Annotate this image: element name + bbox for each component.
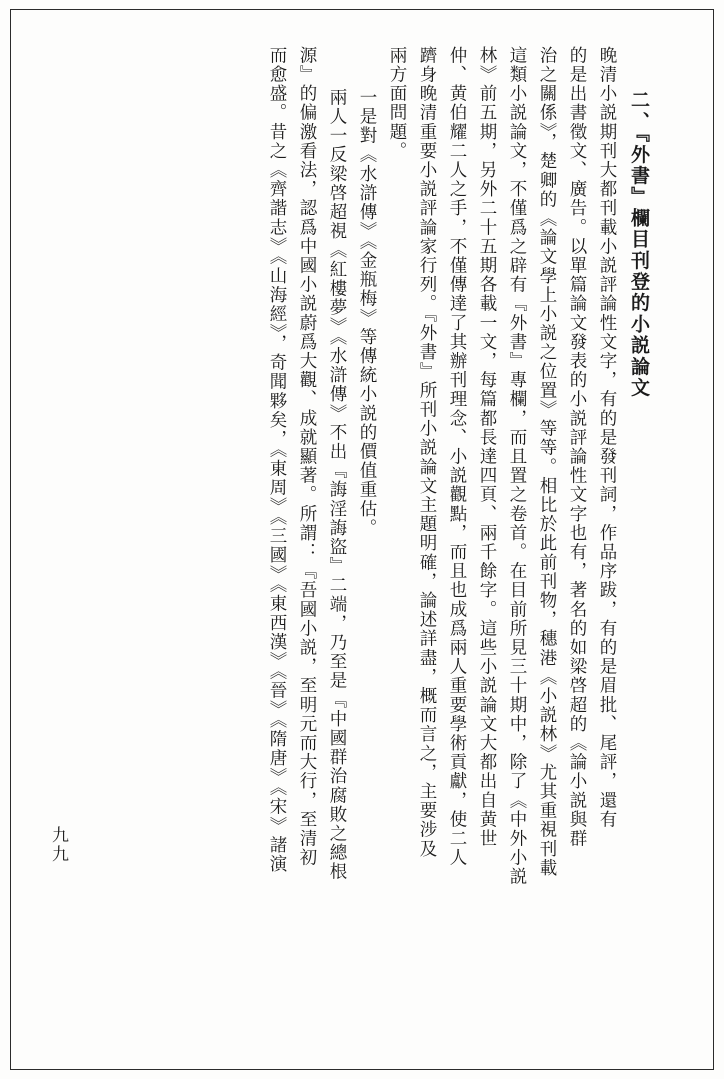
text-column: 兩方面問題。 xyxy=(387,46,407,161)
text-column: 源』的偏激看法，認爲中國小説蔚爲大觀、成就顯著。所謂：『吾國小説，至明元而大行，至清初 xyxy=(297,46,317,868)
page-number: 九九 xyxy=(48,826,68,864)
text-column: 的是出書徵文、廣告。以單篇論文發表的小説評論性文字也有，著名的如梁啓超的《論小説與群 xyxy=(567,46,587,849)
text-column: 一是對《水滸傳》《金瓶梅》等傳統小説的價值重估。 xyxy=(357,88,377,538)
text-column: 兩人一反梁啓超視《紅樓夢》《水滸傳》不出『誨淫誨盜』二端，乃至是『中國群治腐敗之總根 xyxy=(327,88,347,882)
text-column: 晚清小説期刊大都刊載小説評論性文字，有的是發刊詞，作品序跋，有的是眉批、尾評，還有 xyxy=(597,46,617,830)
text-column: 這類小説論文，不僅爲之辟有『外書』專欄，而且置之卷首。在目前所見三十期中，除了《中外小説 xyxy=(507,46,527,887)
text-column: 林》前五期，另外二十五期各載一文，每篇都長達四頁、兩千餘字。這些小説論文大都出自黄世 xyxy=(477,46,497,849)
text-column: 而愈盛。昔之《齊諧志》《山海經》，奇聞夥矣，《東周》《三國》《東西漢》《晉》《隋唐》《宋》諸演 xyxy=(267,46,287,874)
section-heading: 二、『外書』欄目刊登的小説論文 xyxy=(628,90,650,399)
text-column: 治之關係》，楚卿的《論文學上小説之位置》等等。相比於此前刊物，穗港《小説林》尤其重視刊載 xyxy=(537,46,557,878)
text-column: 仲、黄伯耀二人之手，不僅傳達了其辦刊理念、小説觀點，而且也成爲兩人重要學術貢獻，使二人 xyxy=(447,46,467,868)
vertical-text-body xyxy=(36,46,656,996)
text-column: 躋身晚清重要小説評論家行列。『外書』所刊小説論文主題明確，論述詳盡，概而言之，主要涉及 xyxy=(417,46,437,859)
